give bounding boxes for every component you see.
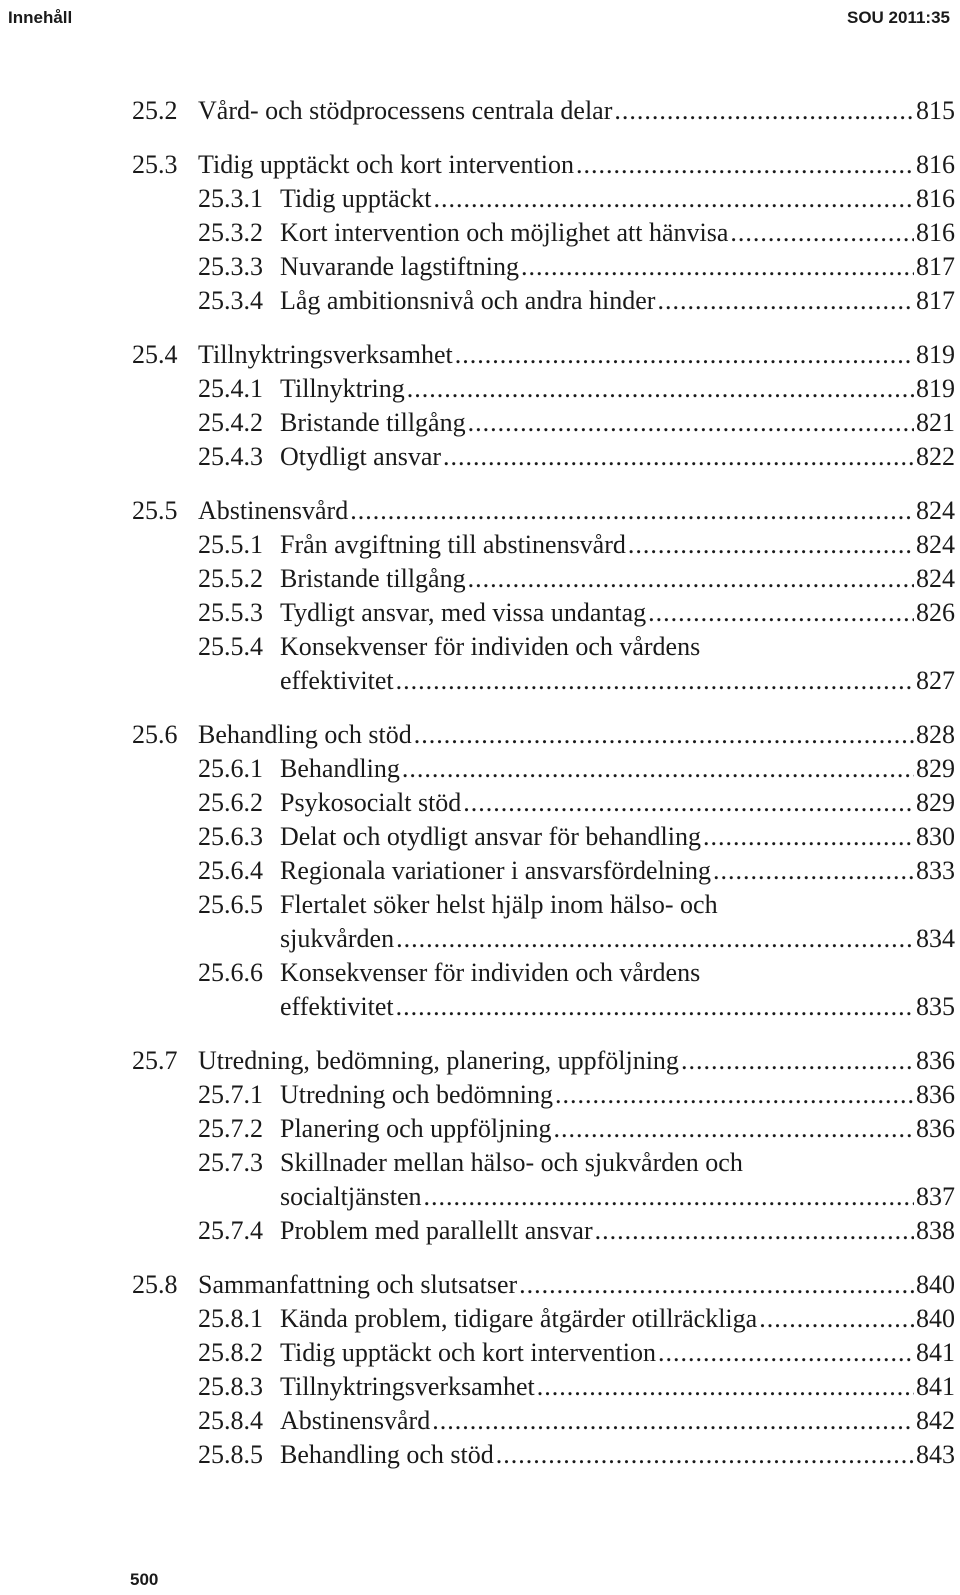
toc-entry-title: Problem med parallellt ansvar <box>280 1216 593 1245</box>
toc-entry-page: 827 <box>916 666 955 695</box>
dot-leader <box>730 216 914 250</box>
toc-entry-page: 822 <box>916 442 955 471</box>
toc-entry-title: Tillnyktring <box>280 374 405 403</box>
toc-entry[interactable] <box>132 854 955 888</box>
toc-entry[interactable] <box>132 1370 955 1404</box>
dot-leader <box>433 182 914 216</box>
toc-entry-number: 25.6 <box>132 720 178 749</box>
toc-entry-title: Behandling och stöd <box>280 1440 494 1469</box>
toc-entry-title: Skillnader mellan hälso- och sjukvården och <box>280 1148 743 1177</box>
header-report-id: SOU 2011:35 <box>846 8 950 27</box>
toc-entry-number: 25.3.1 <box>198 184 263 213</box>
toc-entry-title: Psykosocialt stöd <box>280 788 462 817</box>
toc-entry-title: Kort intervention och möjlighet att hänvisa <box>280 218 729 247</box>
toc-entry-page: 819 <box>916 340 955 369</box>
dot-leader <box>443 440 914 474</box>
toc-entry-number: 25.6.4 <box>198 856 263 885</box>
toc-entry[interactable] <box>132 1112 955 1146</box>
toc-entry[interactable] <box>132 888 955 956</box>
toc-entry-page: 837 <box>916 1182 955 1211</box>
dot-leader <box>648 596 914 630</box>
toc-entry-page: 824 <box>916 564 955 593</box>
toc-entry-number: 25.5.4 <box>198 632 263 661</box>
toc-entry-title: Utredning och bedömning <box>280 1080 553 1109</box>
dot-leader <box>463 786 914 820</box>
toc-entry-title: Bristande tillgång <box>280 564 466 593</box>
dot-leader <box>396 922 914 956</box>
toc-entry[interactable] <box>132 372 955 406</box>
dot-leader <box>468 406 914 440</box>
toc-entry-number: 25.3 <box>132 150 178 179</box>
toc-entry[interactable] <box>132 630 955 698</box>
toc-entry-number: 25.3.4 <box>198 286 263 315</box>
toc-entry-number: 25.8.1 <box>198 1304 263 1333</box>
toc-entry-title: Utredning, bedömning, planering, uppföljning <box>198 1046 679 1075</box>
toc-entry-page: 816 <box>916 218 955 247</box>
dot-leader <box>496 1438 914 1472</box>
toc-entry-page: 843 <box>916 1440 955 1469</box>
toc-entry-title: Behandling och stöd <box>198 720 412 749</box>
toc-entry[interactable] <box>132 494 955 528</box>
toc-entry-page: 836 <box>916 1114 955 1143</box>
toc-entry[interactable] <box>132 718 955 752</box>
toc-entry-number: 25.8.3 <box>198 1372 263 1401</box>
toc-entry-number: 25.2 <box>132 96 178 125</box>
toc-entry-page: 829 <box>916 754 955 783</box>
dot-leader <box>628 528 914 562</box>
dot-leader <box>681 1044 914 1078</box>
running-header <box>0 0 960 36</box>
toc-entry-number: 25.5 <box>132 496 178 525</box>
table-of-contents <box>132 94 955 1492</box>
toc-entry[interactable] <box>132 338 955 372</box>
toc-entry-number: 25.6.1 <box>198 754 263 783</box>
toc-entry-number: 25.8.5 <box>198 1440 263 1469</box>
toc-entry-title: Bristande tillgång <box>280 408 466 437</box>
toc-entry-page: 828 <box>916 720 955 749</box>
dot-leader <box>555 1078 914 1112</box>
dot-leader <box>402 752 914 786</box>
toc-entry-title: effektivitet <box>280 992 394 1021</box>
toc-entry-page: 817 <box>916 286 955 315</box>
toc-entry-title: Tillnyktringsverksamhet <box>198 340 453 369</box>
toc-entry-title: Abstinensvård <box>198 496 349 525</box>
toc-entry-number: 25.3.2 <box>198 218 263 247</box>
dot-leader <box>703 820 914 854</box>
toc-entry[interactable] <box>132 1044 955 1078</box>
toc-entry-page: 842 <box>916 1406 955 1435</box>
page-number: 500 <box>130 1570 159 1589</box>
toc-entry-title: Flertalet söker helst hjälp inom hälso- och <box>280 890 718 919</box>
toc-entry[interactable] <box>132 406 955 440</box>
toc-entry-title: Sammanfattning och slutsatser <box>198 1270 518 1299</box>
toc-entry[interactable] <box>132 1336 955 1370</box>
toc-entry[interactable] <box>132 1302 955 1336</box>
toc-entry[interactable] <box>132 440 955 474</box>
toc-entry-number: 25.4 <box>132 340 178 369</box>
toc-entry-page: 821 <box>916 408 955 437</box>
toc-entry-page: 819 <box>916 374 955 403</box>
dot-leader <box>455 338 914 372</box>
toc-entry-number: 25.6.6 <box>198 958 263 987</box>
toc-entry-title: Konsekvenser för individen och vårdens <box>280 958 701 987</box>
toc-section <box>132 94 955 128</box>
dot-leader <box>350 494 914 528</box>
dot-leader <box>414 718 914 752</box>
toc-entry-page: 817 <box>916 252 955 281</box>
dot-leader <box>537 1370 914 1404</box>
dot-leader <box>657 284 914 318</box>
toc-entry[interactable] <box>132 216 955 250</box>
toc-entry-page: 833 <box>916 856 955 885</box>
toc-entry-title: Delat och otydligt ansvar för behandling <box>280 822 701 851</box>
dot-leader <box>554 1112 914 1146</box>
toc-entry-title: Från avgiftning till abstinensvård <box>280 530 626 559</box>
toc-entry[interactable] <box>132 956 955 1024</box>
toc-entry-title: Tillnyktringsverksamhet <box>280 1372 535 1401</box>
toc-entry-page: 824 <box>916 530 955 559</box>
dot-leader <box>468 562 914 596</box>
dot-leader <box>519 1268 914 1302</box>
toc-entry-page: 838 <box>916 1216 955 1245</box>
toc-entry[interactable] <box>132 528 955 562</box>
toc-entry-title: Abstinensvård <box>280 1406 431 1435</box>
toc-entry[interactable] <box>132 562 955 596</box>
toc-entry-page: 836 <box>916 1080 955 1109</box>
toc-entry-title: Otydligt ansvar <box>280 442 442 471</box>
toc-entry[interactable] <box>132 182 955 216</box>
dot-leader <box>759 1302 914 1336</box>
dot-leader <box>576 148 914 182</box>
toc-entry-title: Behandling <box>280 754 400 783</box>
toc-entry-title: Vård- och stödprocessens centrala delar <box>198 96 613 125</box>
toc-entry-number: 25.7.2 <box>198 1114 263 1143</box>
toc-entry-title: Tidig upptäckt <box>280 184 432 213</box>
toc-entry[interactable] <box>132 94 955 128</box>
toc-entry-number: 25.8 <box>132 1270 178 1299</box>
dot-leader <box>396 990 914 1024</box>
toc-entry[interactable] <box>132 1404 955 1438</box>
toc-section <box>132 338 955 474</box>
toc-entry-title: socialtjänsten <box>280 1182 422 1211</box>
toc-entry-title: Nuvarande lagstiftning <box>280 252 519 281</box>
toc-entry[interactable] <box>132 1438 955 1472</box>
toc-entry-number: 25.7 <box>132 1046 178 1075</box>
toc-entry-page: 835 <box>916 992 955 1021</box>
toc-entry-title: Tidig upptäckt och kort intervention <box>198 150 574 179</box>
toc-entry-number: 25.7.1 <box>198 1080 263 1109</box>
toc-entry[interactable] <box>132 1214 955 1248</box>
toc-entry-number: 25.5.1 <box>198 530 263 559</box>
dot-leader <box>396 664 914 698</box>
toc-entry[interactable] <box>132 820 955 854</box>
toc-entry-page: 836 <box>916 1046 955 1075</box>
toc-entry[interactable] <box>132 250 955 284</box>
toc-entry-number: 25.6.2 <box>198 788 263 817</box>
toc-entry[interactable] <box>132 786 955 820</box>
toc-entry-page: 826 <box>916 598 955 627</box>
toc-entry-title: Regionala variationer i ansvarsfördelning <box>280 856 712 885</box>
toc-entry-page: 824 <box>916 496 955 525</box>
toc-entry-number: 25.7.4 <box>198 1216 263 1245</box>
dot-leader <box>658 1336 914 1370</box>
dot-leader <box>432 1404 914 1438</box>
toc-entry-number: 25.5.2 <box>198 564 263 593</box>
toc-entry-number: 25.4.3 <box>198 442 263 471</box>
toc-section <box>132 718 955 1024</box>
toc-entry-page: 815 <box>916 96 955 125</box>
toc-entry[interactable] <box>132 1268 955 1302</box>
toc-entry-page: 841 <box>916 1372 955 1401</box>
toc-entry[interactable] <box>132 1146 955 1214</box>
toc-entry[interactable] <box>132 284 955 318</box>
toc-entry[interactable] <box>132 1078 955 1112</box>
toc-entry[interactable] <box>132 752 955 786</box>
toc-entry-number: 25.4.2 <box>198 408 263 437</box>
toc-entry-title: Tydligt ansvar, med vissa undantag <box>280 598 647 627</box>
toc-entry-title: Låg ambitionsnivå och andra hinder <box>280 286 656 315</box>
toc-entry-number: 25.5.3 <box>198 598 263 627</box>
toc-section <box>132 494 955 698</box>
dot-leader <box>424 1180 914 1214</box>
toc-entry[interactable] <box>132 148 955 182</box>
toc-entry-page: 830 <box>916 822 955 851</box>
toc-entry-number: 25.6.3 <box>198 822 263 851</box>
toc-section <box>132 1268 955 1472</box>
toc-entry-number: 25.4.1 <box>198 374 263 403</box>
toc-entry-number: 25.8.2 <box>198 1338 263 1367</box>
toc-entry-number: 25.3.3 <box>198 252 263 281</box>
toc-entry-number: 25.7.3 <box>198 1148 263 1177</box>
toc-entry-page: 834 <box>916 924 955 953</box>
toc-entry-page: 840 <box>916 1270 955 1299</box>
toc-entry-title: Kända problem, tidigare åtgärder otillräckliga <box>280 1304 758 1333</box>
dot-leader <box>595 1214 914 1248</box>
toc-section <box>132 1044 955 1248</box>
header-section-title: Innehåll <box>8 8 73 27</box>
toc-section <box>132 148 955 318</box>
toc-entry-number: 25.6.5 <box>198 890 263 919</box>
dot-leader <box>713 854 914 888</box>
toc-entry-page: 829 <box>916 788 955 817</box>
toc-entry-title: effektivitet <box>280 666 394 695</box>
dot-leader <box>614 94 914 128</box>
dot-leader <box>521 250 914 284</box>
toc-entry-page: 816 <box>916 150 955 179</box>
toc-entry-page: 816 <box>916 184 955 213</box>
dot-leader <box>407 372 914 406</box>
toc-entry-number: 25.8.4 <box>198 1406 263 1435</box>
toc-entry-title: sjukvården <box>280 924 395 953</box>
toc-entry-page: 840 <box>916 1304 955 1333</box>
toc-entry-title: Konsekvenser för individen och vårdens <box>280 632 701 661</box>
toc-entry-title: Tidig upptäckt och kort intervention <box>280 1338 656 1367</box>
toc-entry[interactable] <box>132 596 955 630</box>
toc-entry-title: Planering och uppföljning <box>280 1114 552 1143</box>
toc-entry-page: 841 <box>916 1338 955 1367</box>
